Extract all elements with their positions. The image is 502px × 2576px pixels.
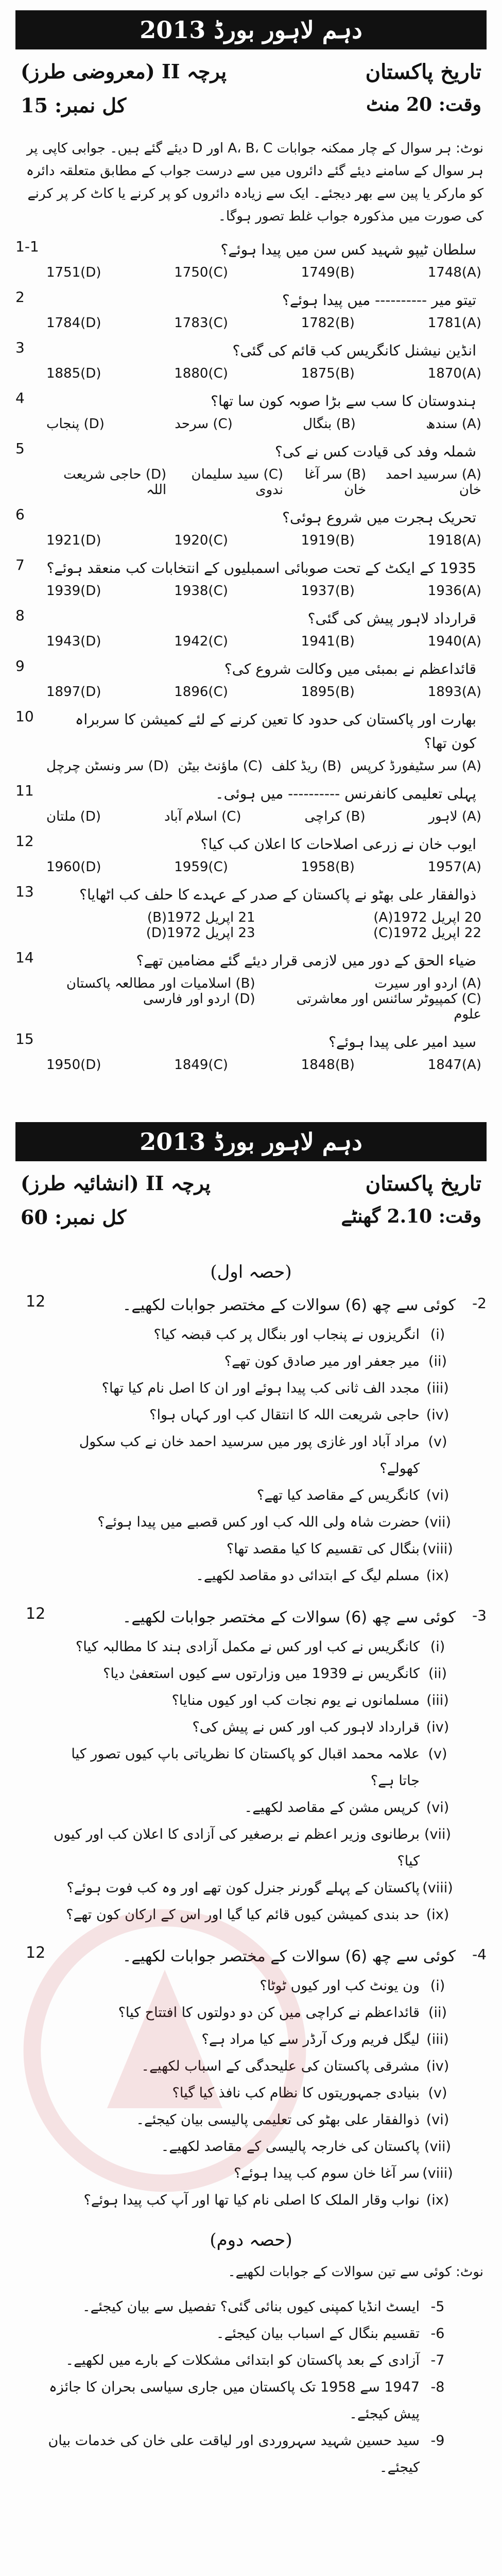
mcq-stem: تحریک ہجرت میں شروع ہوئی؟ xyxy=(282,509,476,526)
mcq-option: (B) سر آغا خان xyxy=(304,467,367,498)
part-number: (i) xyxy=(430,1978,445,1994)
long-question xyxy=(46,2320,456,2347)
mcq-option: 1936(A) xyxy=(427,583,481,599)
mcq-option: (D) پنجاب xyxy=(46,416,105,432)
part-text: لیگل فریم ورک آرڈر سے کیا مراد ہے؟ xyxy=(201,2031,420,2047)
mcq-stem: پہلی تعلیمی کانفرنس ---------- میں ہوئی۔ xyxy=(215,785,476,802)
part-number: (v) xyxy=(428,1434,447,1450)
paper1-time: وقت: 20 منٹ xyxy=(366,94,481,115)
mcq-option: 1748(A) xyxy=(427,265,481,280)
mcq-question xyxy=(15,238,487,280)
part-number: (viii) xyxy=(422,1880,453,1896)
mcq-number: 1-1 xyxy=(15,238,39,255)
mcq-question xyxy=(15,949,487,1022)
mcq-question xyxy=(15,657,487,700)
mcq-options xyxy=(46,1057,481,1073)
question-parts xyxy=(46,1321,456,1589)
mcq-question xyxy=(15,289,487,331)
short-question-block xyxy=(15,1605,487,1928)
part-text: برطانوی وزیر اعظم نے برصغیر کی آزادی کا اعلان کب اور کیوں کیا؟ xyxy=(53,1826,420,1869)
part-number: (ii) xyxy=(428,2005,447,2021)
part-text: قائداعظم نے کراچی میں کن دو دولتوں کا افتتاح کیا؟ xyxy=(118,2005,420,2021)
long-question-text: ایسٹ انڈیا کمپنی کیوں بنائی گئی؟ تفصیل سے بیان کیجئے۔ xyxy=(82,2299,420,2315)
part-text: میر جعفر اور میر صادق کون تھے؟ xyxy=(224,1353,420,1369)
mcq-option: 1885(D) xyxy=(46,366,101,381)
short-question-block xyxy=(15,1293,487,1589)
paper2-paper-type: پرچہ II (انشائیہ طرز) xyxy=(21,1172,211,1195)
question-part xyxy=(46,1482,456,1509)
part-number: (viii) xyxy=(422,1541,453,1557)
mcq-stem: قرارداد لاہور پیش کی گئی؟ xyxy=(307,610,476,627)
question-parts xyxy=(46,1634,456,1928)
mcq-option: (D) حاجی شریعت اللہ xyxy=(63,467,167,498)
mcq-option: 1875(B) xyxy=(301,366,355,381)
mcq-number: 10 xyxy=(15,708,34,725)
question-part xyxy=(46,2107,456,2133)
mcq-stem: ایوب خان نے زرعی اصلاحات کا اعلان کب کیا؟ xyxy=(200,836,476,853)
mcq-options xyxy=(46,910,481,941)
mcq-option: 1937(B) xyxy=(301,583,355,599)
paper2-time: وقت: 2.10 گھنٹے xyxy=(341,1206,481,1227)
mcq-option: 1848(B) xyxy=(301,1057,355,1073)
mcq-options xyxy=(46,859,481,875)
part-number: (v) xyxy=(428,2085,447,2101)
mcq-option: (A) سرسید احمد خان xyxy=(385,467,481,498)
mcq-option: 1939(D) xyxy=(46,583,101,599)
paper1-subject: تاریخ پاکستان xyxy=(365,60,481,84)
part-number: (i) xyxy=(430,1327,445,1343)
mcq-option: 1919(B) xyxy=(301,533,355,548)
mcq-options xyxy=(46,976,481,1022)
part-number: (iv) xyxy=(426,2058,449,2074)
part-number: (ix) xyxy=(426,1907,449,1923)
mcq-number: 11 xyxy=(15,782,34,799)
mcq-option: 1849(C) xyxy=(174,1057,228,1073)
part-number: (ii) xyxy=(428,1353,447,1369)
mcq-options xyxy=(46,315,481,331)
mcq-stem: بھارت اور پاکستان کی حدود کا تعین کرنے کے لئے کمیشن کا سربراہ کون تھا؟ xyxy=(75,711,476,752)
part-number: (vi) xyxy=(426,1800,449,1816)
question-part xyxy=(46,2080,456,2107)
mcq-number: 2 xyxy=(15,289,25,306)
question-marks: 12 xyxy=(26,1293,46,1311)
part-text: بنگال کی تقسیم کا کیا مقصد تھا؟ xyxy=(226,1541,420,1557)
paper1-total-marks: کل نمبر: 15 xyxy=(21,94,127,117)
question-instruction: کوئی سے چھ (6) سوالات کے مختصر جوابات لکھیے۔ xyxy=(122,1947,456,1965)
mcq-stem: ذوالفقار علی بھٹو نے پاکستان کے صدر کے عہدے کا حلف کب اٹھایا؟ xyxy=(79,886,476,903)
mcq-question xyxy=(15,1030,487,1073)
part-text: قرارداد لاہور کب اور کس نے پیش کی؟ xyxy=(192,1719,420,1735)
part-text: حاجی شریعت اللہ کا انتقال کب اور کہاں ہوا؟ xyxy=(149,1407,420,1423)
question-part xyxy=(46,1794,456,1821)
part-text: سر آغا خان سوم کب پیدا ہوئے؟ xyxy=(233,2165,420,2181)
mcq-question xyxy=(15,708,487,774)
part-text: حد بندی کمیشن کیوں قائم کیا گیا اور اس کے ارکان کون تھے؟ xyxy=(66,1907,420,1923)
question-part xyxy=(46,1741,456,1794)
long-questions xyxy=(46,2294,456,2481)
part-text: ون یونٹ کب اور کیوں ٹوٹا؟ xyxy=(259,1978,420,1994)
mcq-number: 14 xyxy=(15,949,34,966)
mcq-option: (D) ملتان xyxy=(46,809,101,824)
part-number: (vi) xyxy=(426,1487,449,1503)
mcq-number: 4 xyxy=(15,389,25,406)
paper2-total-marks: کل نمبر: 60 xyxy=(21,1206,127,1229)
question-part xyxy=(46,1402,456,1429)
section2-note: نوٹ: کوئی سے تین سوالات کے جوابات لکھیے۔ xyxy=(228,2264,483,2280)
mcq-option: 1893(A) xyxy=(427,684,481,700)
exam-page xyxy=(15,10,487,2481)
part-text: مراد آباد اور غازی پور میں سرسید احمد خان نے کب سکول کھولے؟ xyxy=(79,1434,420,1477)
mcq-options xyxy=(46,634,481,649)
mcq-question xyxy=(15,556,487,599)
section1-title: (حصہ اول) xyxy=(210,1262,292,1282)
mcq-option: 21 اپریل 1972(B) xyxy=(147,910,255,925)
long-question xyxy=(46,2428,456,2481)
mcq-stem: شملہ وفد کی قیادت کس نے کی؟ xyxy=(275,443,476,460)
mcq-options xyxy=(46,583,481,599)
part-text: علامہ محمد اقبال کو پاکستان کا نظریاتی باپ کیوں تصور کیا جاتا ہے؟ xyxy=(71,1746,420,1789)
long-question-number: -8 xyxy=(430,2379,445,2395)
mcq-list xyxy=(15,238,487,1073)
question-part xyxy=(46,1321,456,1348)
mcq-option: (A) اردو اور سیرت xyxy=(374,976,481,991)
long-question-text: آزادی کے بعد پاکستان کو ابتدائی مشکلات کے بارے میں لکھیے۔ xyxy=(65,2352,420,2368)
mcq-option: (A) لاہور xyxy=(428,809,481,824)
mcq-option: 1880(C) xyxy=(174,366,228,381)
long-question-text: سید حسین شہید سہروردی اور لیاقت علی خان کی خدمات بیان کیجئے۔ xyxy=(48,2433,420,2476)
question-number: -2 xyxy=(472,1295,487,1312)
part-number: (i) xyxy=(430,1639,445,1655)
mcq-number: 8 xyxy=(15,607,25,624)
mcq-option: 1942(C) xyxy=(174,634,228,649)
mcq-number: 6 xyxy=(15,506,25,523)
mcq-stem: ضیاء الحق کے دور میں لازمی قرار دیئے گئے مضامین تھے؟ xyxy=(136,952,476,969)
question-part xyxy=(46,1999,456,2026)
mcq-question xyxy=(15,389,487,432)
mcq-option: (C) کمپیوٹر سائنس اور معاشرتی علوم xyxy=(296,991,481,1022)
question-part xyxy=(46,2026,456,2053)
mcq-option: 1870(A) xyxy=(427,366,481,381)
long-question-text: 1947 سے 1958 تک پاکستان میں جاری سیاسی بحران کا جائزہ پیش کیجئے۔ xyxy=(48,2379,420,2422)
part-text: ذوالفقار علی بھٹو کی تعلیمی پالیسی بیان کیجئے۔ xyxy=(136,2112,420,2128)
question-part xyxy=(46,1634,456,1660)
mcq-option: 1897(D) xyxy=(46,684,101,700)
question-marks: 12 xyxy=(26,1605,46,1623)
mcq-option: 1943(D) xyxy=(46,634,101,649)
part-text: بنیادی جمہوریتوں کا نظام کب نافذ کیا گیا؟ xyxy=(172,2085,420,2101)
question-part xyxy=(46,1714,456,1741)
mcq-option: (C) اسلام آباد xyxy=(164,809,241,824)
mcq-question xyxy=(15,506,487,548)
mcq-stem: قائداعظم نے بمبئی میں وکالت شروع کی؟ xyxy=(224,660,476,677)
part-text: مجدد الف ثانی کب پیدا ہوئے اور ان کا اصل نام کیا تھا؟ xyxy=(101,1380,420,1396)
paper1-instructions: نوٹ: ہر سوال کے چار ممکنہ جوابات A، B، C اور D دیئے گئے ہیں۔ جوابی کاپی پر ہر سوال کے سامنے دیئے گئے دائروں میں سے درست جواب کے مطابق متعلقہ دائرہ کو مارکر یا پین سے بھر دیجئے۔ ایک سے زیادہ دائروں کو پر کرنے یا کاٹ کر پر کرنے کی صورت میں مذکورہ جواب غلط تصور ہوگا۔ xyxy=(26,141,483,224)
mcq-option: 1749(B) xyxy=(301,265,355,280)
paper1-paper-type: پرچہ II (معروضی طرز) xyxy=(21,60,227,83)
part-number: (vii) xyxy=(424,1826,452,1842)
part-text: کرپس مشن کے مقاصد لکھیے۔ xyxy=(244,1800,420,1816)
mcq-option: 1958(B) xyxy=(301,859,355,875)
mcq-options xyxy=(46,533,481,548)
mcq-option: (B) بنگال xyxy=(303,416,356,432)
mcq-option: (B) کراچی xyxy=(304,809,366,824)
mcq-stem: سید امیر علی پیدا ہوئے؟ xyxy=(328,1033,476,1050)
mcq-number: 3 xyxy=(15,339,25,356)
mcq-question xyxy=(15,782,487,824)
mcq-option: (A) سر سٹیفورڈ کرپس xyxy=(350,758,481,774)
part-number: (vii) xyxy=(424,2139,452,2155)
question-instruction: کوئی سے چھ (6) سوالات کے مختصر جوابات لکھیے۔ xyxy=(122,1608,456,1626)
question-part xyxy=(46,1687,456,1714)
question-marks: 12 xyxy=(26,1944,46,1962)
long-question-number: -5 xyxy=(430,2299,445,2315)
question-part xyxy=(46,1375,456,1402)
mcq-stem: ہندوستان کا سب سے بڑا صوبہ کون سا تھا؟ xyxy=(211,393,476,410)
long-question-number: -7 xyxy=(430,2352,445,2368)
part-text: کانگریس نے 1939 میں وزارتوں سے کیوں استعفیٰ دیا؟ xyxy=(103,1666,420,1682)
mcq-option: 1950(D) xyxy=(46,1057,101,1073)
short-questions xyxy=(15,1293,487,2214)
mcq-option: (A) سندھ xyxy=(426,416,481,432)
part-text: پاکستان کے پہلے گورنر جنرل کون تھے اور وہ کب فوت ہوئے؟ xyxy=(66,1880,420,1896)
part-text: کانگریس نے کب اور کس نے مکمل آزادی ہند کا مطالبہ کیا؟ xyxy=(75,1639,420,1655)
mcq-option: 1751(D) xyxy=(46,265,101,280)
paper1-banner: دہم لاہور بورڈ 2013 xyxy=(15,10,487,49)
question-part xyxy=(46,1509,456,1536)
mcq-option: 1896(C) xyxy=(174,684,228,700)
mcq-option: 1784(D) xyxy=(46,315,101,331)
mcq-option: (C) ماؤنٹ بیٹن xyxy=(178,758,263,774)
part-number: (iii) xyxy=(426,2031,449,2047)
question-part xyxy=(46,2053,456,2080)
mcq-question xyxy=(15,607,487,649)
question-part xyxy=(46,1563,456,1589)
mcq-option: 23 اپریل 1972(D) xyxy=(146,925,255,941)
part-text: مشرقی پاکستان کی علیحدگی کے اسباب لکھیے۔ xyxy=(141,2058,420,2074)
question-part xyxy=(46,1348,456,1375)
mcq-option: 1750(C) xyxy=(174,265,228,280)
mcq-option: 1782(B) xyxy=(301,315,355,331)
question-part xyxy=(46,1429,456,1482)
mcq-option: 1918(A) xyxy=(427,533,481,548)
part-text: مسلم لیگ کے ابتدائی دو مقاصد لکھیے۔ xyxy=(196,1568,420,1584)
mcq-option: 1921(D) xyxy=(46,533,101,548)
mcq-options xyxy=(46,467,481,498)
mcq-options xyxy=(46,265,481,280)
long-question-text: تقسیم بنگال کے اسباب بیان کیجئے۔ xyxy=(216,2326,420,2342)
mcq-question xyxy=(15,883,487,941)
mcq-question xyxy=(15,833,487,875)
part-number: (ix) xyxy=(426,1568,449,1584)
mcq-option: 1940(A) xyxy=(427,634,481,649)
long-question xyxy=(46,2374,456,2428)
paper2-banner: دہم لاہور بورڈ 2013 xyxy=(15,1122,487,1161)
mcq-question xyxy=(15,440,487,498)
mcq-option: 1959(C) xyxy=(174,859,228,875)
mcq-options xyxy=(46,809,481,824)
mcq-number: 15 xyxy=(15,1030,34,1047)
question-number: -4 xyxy=(472,1946,487,1963)
part-number: (iv) xyxy=(426,1719,449,1735)
question-part xyxy=(46,2187,456,2214)
mcq-options xyxy=(46,416,481,432)
mcq-option: 1847(A) xyxy=(427,1057,481,1073)
question-part xyxy=(46,1973,456,1999)
question-part xyxy=(46,2160,456,2187)
mcq-option: 1938(C) xyxy=(174,583,228,599)
question-instruction: کوئی سے چھ (6) سوالات کے مختصر جوابات لکھیے۔ xyxy=(122,1296,456,1314)
part-text: کانگریس کے مقاصد کیا تھے؟ xyxy=(256,1487,420,1503)
part-text: حضرت شاہ ولی اللہ کب اور کس قصبے میں پیدا ہوئے؟ xyxy=(97,1514,420,1530)
mcq-option: 22 اپریل 1972(C) xyxy=(373,925,481,941)
long-question-number: -6 xyxy=(430,2326,445,2342)
mcq-options xyxy=(46,684,481,700)
mcq-stem: 1935 کے ایکٹ کے تحت صوبائی اسمبلیوں کے انتخابات کب منعقد ہوئے؟ xyxy=(46,560,476,577)
mcq-option: 1957(A) xyxy=(427,859,481,875)
mcq-number: 9 xyxy=(15,657,25,674)
part-number: (vii) xyxy=(424,1514,452,1530)
mcq-options xyxy=(46,758,481,774)
question-parts xyxy=(46,1973,456,2214)
question-part xyxy=(46,1536,456,1563)
part-number: (ii) xyxy=(428,1666,447,1682)
part-number: (v) xyxy=(428,1746,447,1762)
paper2-header xyxy=(15,1168,487,1246)
mcq-option: 1895(B) xyxy=(301,684,355,700)
part-text: پاکستان کی خارجہ پالیسی کے مقاصد لکھیے۔ xyxy=(161,2139,420,2155)
mcq-option: 1941(B) xyxy=(301,634,355,649)
part-number: (iv) xyxy=(426,1407,449,1423)
mcq-number: 12 xyxy=(15,833,34,850)
mcq-option: (D) سر ونسٹن چرچل xyxy=(46,758,169,774)
mcq-stem: تیتو میر ---------- میں پیدا ہوئے؟ xyxy=(282,292,476,309)
mcq-number: 13 xyxy=(15,883,34,900)
part-text: مسلمانوں نے یوم نجات کب اور کیوں منایا؟ xyxy=(171,1692,420,1708)
mcq-option: 1781(A) xyxy=(427,315,481,331)
mcq-option: (D) اردو اور فارسی xyxy=(143,991,255,1007)
part-text: نواب وقار الملک کا اصلی نام کیا تھا اور آپ کب پیدا ہوئے؟ xyxy=(83,2192,420,2208)
part-text: انگریزوں نے پنجاب اور بنگال پر کب قبضہ کیا؟ xyxy=(153,1327,420,1343)
paper1-header xyxy=(15,57,487,134)
mcq-options xyxy=(46,366,481,381)
mcq-option: 1960(D) xyxy=(46,859,101,875)
section2-title: (حصہ دوم) xyxy=(210,2230,292,2250)
long-question-number: -9 xyxy=(430,2433,445,2449)
mcq-number: 5 xyxy=(15,440,25,457)
mcq-option: (C) سید سلیمان ندوی xyxy=(191,467,284,498)
part-number: (ix) xyxy=(426,2192,449,2208)
mcq-option: 1920(C) xyxy=(174,533,228,548)
mcq-option: 1783(C) xyxy=(174,315,228,331)
long-question xyxy=(46,2294,456,2320)
question-part xyxy=(46,2133,456,2160)
mcq-option: (C) سرحد xyxy=(175,416,233,432)
question-part xyxy=(46,1821,456,1875)
long-question xyxy=(46,2347,456,2374)
mcq-option: 20 اپریل 1972(A) xyxy=(373,910,481,925)
paper2-subject: تاریخ پاکستان xyxy=(365,1172,481,1196)
mcq-question xyxy=(15,339,487,381)
part-number: (vi) xyxy=(426,2112,449,2128)
question-part xyxy=(46,1902,456,1928)
short-question-block xyxy=(15,1944,487,2214)
question-number: -3 xyxy=(472,1607,487,1624)
mcq-stem: انڈین نیشنل کانگریس کب قائم کی گئی؟ xyxy=(232,342,476,359)
part-number: (viii) xyxy=(422,2165,453,2181)
part-number: (iii) xyxy=(426,1380,449,1396)
mcq-number: 7 xyxy=(15,556,25,573)
mcq-stem: سلطان ٹیپو شہید کس سن میں پیدا ہوئے؟ xyxy=(220,241,476,258)
mcq-option: (B) اسلامیات اور مطالعہ پاکستان xyxy=(66,976,255,991)
question-part xyxy=(46,1660,456,1687)
part-number: (iii) xyxy=(426,1692,449,1708)
question-part xyxy=(46,1875,456,1902)
mcq-option: (B) ریڈ کلف xyxy=(271,758,342,774)
